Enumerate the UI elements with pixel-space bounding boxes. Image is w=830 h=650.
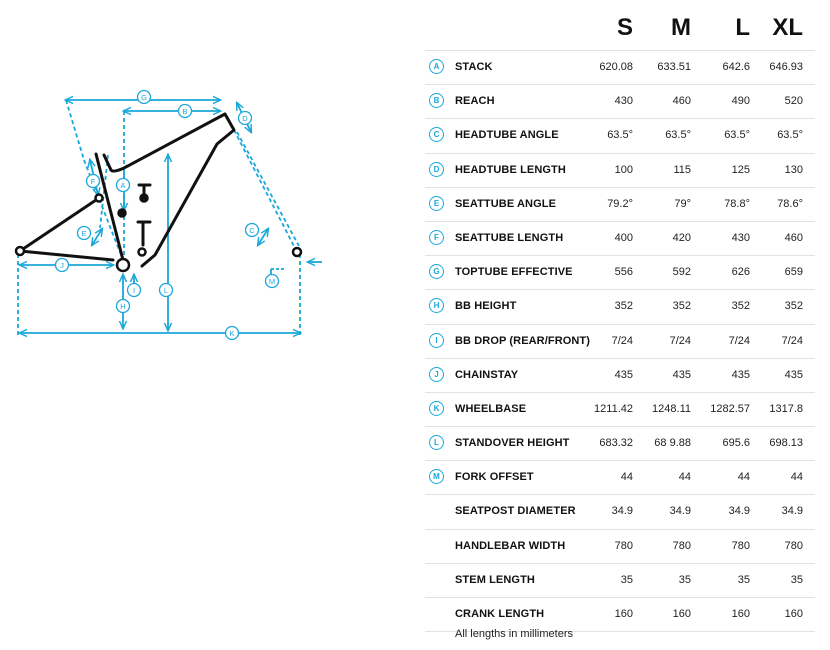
measurement-value: 490 <box>731 95 750 108</box>
measurement-value: 642.6 <box>722 61 750 73</box>
measurement-value: 7/24 <box>728 334 750 347</box>
measurement-label: SEATTUBE ANGLE <box>455 197 557 210</box>
svg-text:K: K <box>229 328 235 338</box>
measurement-value: 633.51 <box>657 61 691 73</box>
measurement-value: 44 <box>620 471 633 484</box>
measurement-label: CRANK LENGTH <box>455 608 545 620</box>
dimension-key-badge: J <box>429 367 444 382</box>
measurement-value: 1282.57 <box>710 402 750 415</box>
measurement-value: 435 <box>672 368 691 381</box>
measurement-value: 352 <box>731 300 750 313</box>
measurement-value: 63.5° <box>724 129 750 142</box>
rear-axle <box>16 247 24 255</box>
measurement-value: 352 <box>672 300 691 313</box>
measurement-value: 160 <box>784 608 803 620</box>
dimension-key-badge: A <box>429 59 444 74</box>
svg-text:M: M <box>268 276 276 286</box>
measurement-value: 435 <box>784 368 803 381</box>
measurement-label: STEM LENGTH <box>455 573 535 586</box>
measurement-value: 1248.11 <box>652 402 691 415</box>
link-pivot <box>119 210 126 217</box>
dimension-badges <box>56 91 279 340</box>
measurement-value: 160 <box>731 608 750 620</box>
diagram-badge-c <box>246 224 259 237</box>
diagram-badge-i <box>128 284 141 297</box>
size-header <box>425 0 815 51</box>
measurement-value: 592 <box>672 266 691 279</box>
measurement-value: 160 <box>672 608 691 620</box>
table-row <box>425 290 815 324</box>
measurement-value: 698.13 <box>769 437 803 450</box>
measurement-value: 695.6 <box>722 437 750 450</box>
table-row <box>425 495 815 529</box>
measurement-label: FORK OFFSET <box>455 471 534 484</box>
measurement-label: HANDLEBAR WIDTH <box>455 539 566 552</box>
size-column-header: M <box>671 14 691 41</box>
measurement-value: 1211.42 <box>594 402 633 415</box>
dimension-key-badge: C <box>429 127 444 142</box>
measurement-value: 100 <box>614 163 633 176</box>
measurement-value: 7/24 <box>781 334 803 347</box>
table-row <box>425 256 815 290</box>
svg-text:H: H <box>120 301 126 311</box>
seatstay-pivot <box>96 195 103 202</box>
measurement-value: 35 <box>737 573 750 586</box>
dimension-key-badge: B <box>429 93 444 108</box>
bottom-bracket <box>117 259 129 271</box>
table-row <box>425 325 815 359</box>
measurement-label: SEATTUBE LENGTH <box>455 231 564 244</box>
measurement-label: STANDOVER HEIGHT <box>455 437 570 450</box>
measurement-value: 7/24 <box>669 334 691 347</box>
measurement-label: WHEELBASE <box>455 402 527 415</box>
measurement-value: 44 <box>678 471 691 484</box>
dimension-lines <box>18 100 322 338</box>
measurement-value: 78.6° <box>777 197 803 210</box>
table-row <box>425 85 815 119</box>
dimension-key-badge: F <box>429 230 444 245</box>
measurement-value: 130 <box>784 163 803 176</box>
measurement-value: 115 <box>673 163 691 176</box>
measurement-label: BB HEIGHT <box>455 300 517 313</box>
measurement-label: HEADTUBE LENGTH <box>455 163 566 176</box>
measurement-value: 79° <box>674 197 691 210</box>
table-row <box>425 154 815 188</box>
svg-text:J: J <box>60 260 64 270</box>
measurement-value: 34.9 <box>728 505 750 518</box>
measurement-label: HEADTUBE ANGLE <box>455 129 559 142</box>
table-row <box>425 188 815 222</box>
measurement-value: 646.93 <box>769 61 803 73</box>
dimension-key-badge: E <box>429 196 444 211</box>
dimension-key-badge: H <box>429 298 444 313</box>
measurement-value: 44 <box>737 471 750 484</box>
dimension-key-badge: L <box>429 435 444 450</box>
table-row <box>425 222 815 256</box>
measurement-value: 460 <box>672 95 691 108</box>
measurement-value: 79.2° <box>607 197 633 210</box>
svg-text:C: C <box>249 225 255 235</box>
measurement-value: 63.5° <box>665 129 691 142</box>
lower-pivot <box>139 249 146 256</box>
diagram-badge-a <box>117 179 130 192</box>
measurement-value: 68 9.88 <box>654 437 691 450</box>
diagram-badge-f <box>87 175 100 188</box>
table-row <box>425 359 815 393</box>
measurement-value: 659 <box>784 266 803 279</box>
table-row <box>425 119 815 153</box>
measurement-value: 35 <box>620 573 633 586</box>
measurement-value: 780 <box>731 539 750 552</box>
measurement-label: SEATPOST DIAMETER <box>455 505 576 518</box>
measurement-value: 352 <box>614 300 633 313</box>
size-column-header: S <box>616 14 633 41</box>
svg-text:G: G <box>141 92 147 102</box>
measurement-label: REACH <box>455 95 495 108</box>
table-row <box>425 51 815 85</box>
units-footnote: All lengths in millimeters <box>455 628 573 640</box>
svg-text:F: F <box>90 176 96 186</box>
measurement-value: 430 <box>731 231 750 244</box>
svg-text:I: I <box>132 285 136 295</box>
measurement-value: 556 <box>614 266 633 279</box>
measurement-value: 683.32 <box>599 437 633 450</box>
geometry-table <box>425 0 815 632</box>
measurement-value: 780 <box>672 539 691 552</box>
svg-text:E: E <box>81 228 87 238</box>
shock-mount <box>141 195 148 202</box>
dimension-key-badge: K <box>429 401 444 416</box>
measurement-value: 352 <box>784 300 803 313</box>
measurement-value: 780 <box>614 539 633 552</box>
table-row <box>425 393 815 427</box>
diagram-badge-l <box>160 284 173 297</box>
table-row <box>425 564 815 598</box>
diagram-badge-d <box>239 112 252 125</box>
bike-geometry-diagram <box>0 70 340 370</box>
measurement-value: 620.08 <box>599 61 633 73</box>
diagram-badge-h <box>117 300 130 313</box>
size-column-header: XL <box>772 14 803 41</box>
measurement-label: STACK <box>455 61 493 73</box>
measurement-value: 160 <box>614 608 633 620</box>
measurement-value: 63.5° <box>607 129 633 142</box>
front-axle <box>293 248 301 256</box>
measurement-label: TOPTUBE EFFECTIVE <box>455 266 573 279</box>
dimension-key-badge: D <box>429 162 444 177</box>
measurement-value: 78.8° <box>724 197 750 210</box>
measurement-value: 460 <box>784 231 803 244</box>
diagram-badge-j <box>56 259 69 272</box>
dimension-key-badge: I <box>429 333 444 348</box>
measurement-value: 780 <box>784 539 803 552</box>
measurement-value: 520 <box>784 95 803 108</box>
table-row <box>425 427 815 461</box>
dimension-key-badge: G <box>429 264 444 279</box>
svg-text:L: L <box>163 285 169 295</box>
measurement-value: 35 <box>790 573 803 586</box>
diagram-badge-b <box>179 105 192 118</box>
measurement-value: 34.9 <box>669 505 691 518</box>
measurement-value: 63.5° <box>777 129 803 142</box>
measurement-value: 44 <box>790 471 803 484</box>
measurement-value: 1317.8 <box>769 402 803 415</box>
table-row <box>425 530 815 564</box>
measurement-value: 125 <box>731 163 750 176</box>
svg-text:A: A <box>120 180 126 190</box>
measurement-value: 435 <box>731 368 750 381</box>
size-column-header: L <box>735 14 750 41</box>
measurement-value: 400 <box>614 231 633 244</box>
measurement-label: CHAINSTAY <box>455 368 519 381</box>
diagram-badge-g <box>138 91 151 104</box>
dimension-key-badge: M <box>429 469 444 484</box>
measurement-label: BB DROP (REAR/FRONT) <box>455 334 591 347</box>
measurement-value: 34.9 <box>781 505 803 518</box>
svg-text:B: B <box>182 106 188 116</box>
diagram-badge-m <box>266 275 279 288</box>
measurement-value: 430 <box>614 95 633 108</box>
measurement-value: 35 <box>678 573 691 586</box>
table-row <box>425 461 815 495</box>
measurement-value: 420 <box>672 231 691 244</box>
measurement-value: 435 <box>614 368 633 381</box>
diagram-badge-k <box>226 327 239 340</box>
measurement-value: 626 <box>731 266 750 279</box>
diagram-badge-e <box>78 227 91 240</box>
svg-text:D: D <box>242 113 248 123</box>
measurement-value: 34.9 <box>611 505 633 518</box>
measurement-value: 7/24 <box>611 334 633 347</box>
